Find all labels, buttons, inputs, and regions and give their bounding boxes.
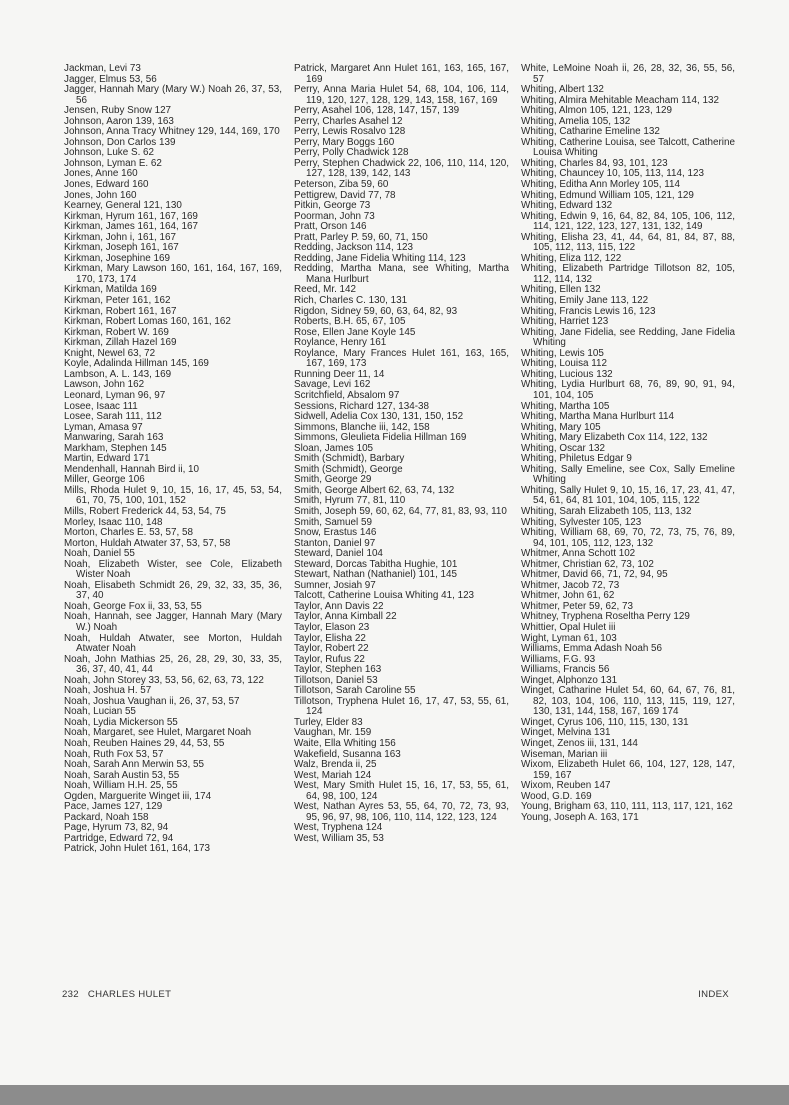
- index-entry: Lambson, A. L. 143, 169: [64, 368, 172, 380]
- index-entry: Noah, Lydia Mickerson 55: [64, 716, 178, 728]
- index-entry: Kearney, General 121, 130: [64, 200, 182, 212]
- index-entry: West, William 35, 53: [294, 832, 384, 844]
- index-entry: Williams, F.G. 93: [521, 653, 596, 665]
- index-entry: Johnson, Anna Tracy Whitney 129, 144, 169, 170: [64, 126, 280, 138]
- index-entry: Whiting, Edmund William 105, 121, 129: [521, 189, 694, 201]
- index-entry: Koyle, Adalinda Hillman 145, 169: [64, 358, 209, 370]
- index-entry: Whiting, Sally Emeline, see Cox, Sally Emeline Whiting: [521, 463, 735, 486]
- index-entry: Whiting, Sylvester 105, 123: [521, 516, 642, 528]
- index-entry: Roylance, Henry 161: [294, 337, 387, 349]
- index-entry: Whiting, William 68, 69, 70, 72, 73, 75, 76, 89, 94, 101, 105, 112, 123, 132: [521, 527, 735, 549]
- index-entry: Winget, Catharine Hulet 54, 60, 64, 67, 76, 81, 82, 103, 104, 106, 110, 113, 115, 119, 127, 130, 131, 144, 158, 167, 169 174: [521, 685, 735, 718]
- index-entry: Young, Brigham 63, 110, 111, 113, 117, 121, 162: [521, 801, 733, 813]
- index-entry: Kirkman, Hyrum 161, 167, 169: [64, 210, 198, 222]
- index-entry: Turley, Elder 83: [294, 716, 363, 728]
- index-entry: Whiting, Edward 132: [521, 200, 613, 212]
- index-column-3: [521, 64, 735, 823]
- index-entry: Noah, John Storey 33, 53, 56, 62, 63, 73, 122: [64, 674, 264, 686]
- index-entry: Stewart, Nathan (Nathaniel) 101, 145: [294, 569, 458, 581]
- index-entry: Whitmer, Christian 62, 73, 102: [521, 558, 654, 570]
- index-entry: Jagger, Hannah Mary (Mary W.) Noah 26, 37, 53, 56: [64, 84, 282, 106]
- index-entry: Wight, Lyman 61, 103: [521, 632, 617, 644]
- index-entry: Noah, Sarah Austin 53, 55: [64, 769, 180, 781]
- index-entry: Morton, Charles E. 53, 57, 58: [64, 527, 193, 539]
- index-entry: Redding, Jane Fidelia Whiting 114, 123: [294, 252, 466, 264]
- index-entry: Kirkman, Robert 161, 167: [64, 305, 177, 317]
- index-entry: Talcott, Catherine Louisa Whiting 41, 123: [294, 590, 475, 602]
- index-entry: Whitmer, Jacob 72, 73: [521, 579, 620, 591]
- index-entry: Taylor, Elisha 22: [294, 632, 366, 644]
- index-entry: Simmons, Blanche iii, 142, 158: [294, 421, 430, 433]
- index-entry: Partridge, Edward 72, 94: [64, 832, 174, 844]
- index-entry: Jagger, Elmus 53, 56: [64, 73, 157, 85]
- index-entry: Steward, Dorcas Tabitha Hughie, 101: [294, 558, 458, 570]
- scan-bottom-edge: [0, 1085, 789, 1105]
- index-entry: Jensen, Ruby Snow 127: [64, 105, 172, 117]
- index-entry: Whiting, Almon 105, 121, 123, 129: [521, 105, 672, 117]
- index-entry: Sidwell, Adelia Cox 130, 131, 150, 152: [294, 411, 464, 423]
- index-entry: Losee, Isaac 111: [64, 400, 138, 412]
- index-entry: Williams, Emma Adash Noah 56: [521, 643, 663, 655]
- index-entry: Whiting, Chauncey 10, 105, 113, 114, 123: [521, 168, 704, 180]
- index-entry: Reed, Mr. 142: [294, 284, 357, 296]
- index-entry: Snow, Erastus 146: [294, 527, 377, 539]
- index-entry: Taylor, Anna Kimball 22: [294, 611, 397, 623]
- index-entry: Savage, Levi 162: [294, 379, 371, 391]
- index-entry: Whittier, Opal Hulet iii: [521, 621, 616, 633]
- index-entry: Johnson, Aaron 139, 163: [64, 115, 174, 127]
- index-entry: Whiting, Emily Jane 113, 122: [521, 295, 649, 307]
- index-entry: Smith, George Albert 62, 63, 74, 132: [294, 484, 455, 496]
- index-entry: Roylance, Mary Frances Hulet 161, 163, 165, 167, 169, 173: [294, 347, 509, 370]
- index-entry: Whiting, Edwin 9, 16, 64, 82, 84, 105, 106, 112, 114, 121, 122, 123, 127, 131, 132, 149: [521, 210, 735, 233]
- index-entry: Waite, Ella Whiting 156: [294, 738, 396, 749]
- index-entry: Smith, George 29: [294, 474, 372, 486]
- index-entry: Smith (Schmidt), Barbary: [294, 453, 405, 465]
- index-entry: Winget, Zenos iii, 131, 144: [521, 738, 638, 749]
- index-entry: Winget, Melvina 131: [521, 727, 611, 739]
- index-entry: Whitmer, Anna Schott 102: [521, 548, 636, 560]
- index-entry: Noah, Lucian 55: [64, 706, 136, 718]
- index-entry: Taylor, Rufus 22: [294, 653, 365, 665]
- index-entry: Noah, Margaret, see Hulet, Margaret Noah: [64, 727, 252, 739]
- index-entry: Johnson, Lyman E. 62: [64, 157, 162, 169]
- index-entry: West, Mariah 124: [294, 769, 372, 781]
- index-entry: Kirkman, Mary Lawson 160, 161, 164, 167, 169, 170, 173, 174: [64, 263, 282, 285]
- index-entry: Wakefield, Susanna 163: [294, 748, 401, 760]
- index-entry: Whiting, Mary Elizabeth Cox 114, 122, 132: [521, 432, 708, 444]
- index-entry: Lyman, Amasa 97: [64, 421, 143, 433]
- index-entry: Wood, G.D. 169: [521, 790, 592, 802]
- index-entry: Whiting, Lydia Hurlburt 68, 76, 89, 90, 91, 94, 101, 104, 105: [521, 379, 735, 401]
- index-entry: Whiting, Lewis 105: [521, 347, 604, 359]
- index-entry: Pace, James 127, 129: [64, 801, 163, 813]
- index-entry: Rich, Charles C. 130, 131: [294, 295, 408, 307]
- index-entry: Taylor, Robert 22: [294, 643, 369, 655]
- index-entry: Whiting, Sally Hulet 9, 10, 15, 16, 17, 23, 41, 47, 54, 61, 64, 81 101, 104, 105, 115, 122: [521, 484, 735, 507]
- index-entry: Lawson, John 162: [64, 379, 145, 391]
- index-entry: Kirkman, James 161, 164, 167: [64, 221, 198, 233]
- index-entry: Mendenhall, Hannah Bird ii, 10: [64, 463, 200, 475]
- index-entry: Whiting, Martha 105: [521, 400, 610, 412]
- index-entry: West, Tryphena 124: [294, 822, 383, 834]
- index-entry: Leonard, Lyman 96, 97: [64, 389, 166, 401]
- index-entry: Rose, Ellen Jane Koyle 145: [294, 326, 416, 338]
- index-entry: Whitney, Tryphena Roseltha Perry 129: [521, 611, 690, 623]
- index-entry: Jackman, Levi 73: [64, 63, 141, 74]
- page-footer-right: [698, 989, 729, 1000]
- index-entry: Whitmer, Peter 59, 62, 73: [521, 600, 633, 612]
- index-entry: Miller, George 106: [64, 474, 145, 486]
- index-entry: Pratt, Orson 146: [294, 221, 367, 233]
- index-entry: Perry, Stephen Chadwick 22, 106, 110, 114, 120, 127, 128, 139, 142, 143: [294, 157, 509, 180]
- index-entry: Whiting, Catherine Louisa, see Talcott, Catherine Louisa Whiting: [521, 136, 735, 159]
- index-entry: Whiting, Almira Mehitable Meacham 114, 132: [521, 94, 719, 106]
- index-entry: Patrick, Margaret Ann Hulet 161, 163, 165, 167, 169: [294, 63, 509, 85]
- index-entry: White, LeMoine Noah ii, 26, 28, 32, 36, 55, 56, 57: [521, 63, 735, 85]
- index-entry: Taylor, Elason 23: [294, 621, 370, 633]
- index-entry: Morley, Isaac 110, 148: [64, 516, 163, 528]
- index-column-1: [64, 64, 282, 855]
- index-entry: Jones, Anne 160: [64, 168, 138, 180]
- section-title: INDEX: [698, 989, 729, 1000]
- index-entry: Whiting, Oscar 132: [521, 442, 605, 454]
- index-entry: Whiting, Louisa 112: [521, 358, 608, 370]
- index-entry: Sumner, Josiah 97: [294, 579, 376, 591]
- index-entry: Redding, Jackson 114, 123: [294, 242, 413, 254]
- index-entry: Noah, Huldah Atwater, see Morton, Huldah Atwater Noah: [64, 632, 282, 655]
- index-entry: Roberts, B.H. 65, 67, 105: [294, 316, 406, 328]
- index-entry: Packard, Noah 158: [64, 811, 149, 823]
- index-entry: Taylor, Ann Davis 22: [294, 600, 384, 612]
- index-entry: Whiting, Charles 84, 93, 101, 123: [521, 157, 668, 169]
- index-entry: Whiting, Editha Ann Morley 105, 114: [521, 179, 681, 191]
- index-entry: Wixom, Elizabeth Hulet 66, 104, 127, 128, 147, 159, 167: [521, 759, 735, 781]
- index-entry: Noah, Ruth Fox 53, 57: [64, 748, 164, 760]
- index-entry: Kirkman, Robert W. 169: [64, 326, 169, 338]
- index-entry: Martin, Edward 171: [64, 453, 150, 465]
- index-entry: Whiting, Sarah Elizabeth 105, 113, 132: [521, 505, 692, 517]
- index-entry: Winget, Alphonzo 131: [521, 674, 618, 686]
- index-entry: Noah, Reuben Haines 29, 44, 53, 55: [64, 738, 225, 749]
- index-entry: Whiting, Martha Mana Hurlburt 114: [521, 411, 674, 423]
- index-entry: Pettigrew, David 77, 78: [294, 189, 396, 201]
- index-entry: Noah, Joshua Vaughan ii, 26, 37, 53, 57: [64, 695, 240, 707]
- index-entry: Peterson, Ziba 59, 60: [294, 179, 389, 191]
- index-entry: Kirkman, John i, 161, 167: [64, 231, 176, 243]
- index-entry: Pratt, Parley P. 59, 60, 71, 150: [294, 231, 428, 243]
- index-entry: Taylor, Stephen 163: [294, 664, 382, 676]
- index-entry: Perry, Asahel 106, 128, 147, 157, 139: [294, 105, 460, 117]
- index-entry: Smith, Hyrum 77, 81, 110: [294, 495, 406, 507]
- index-entry: Whitmer, John 61, 62: [521, 590, 615, 602]
- index-entry: Noah, Elizabeth Wister, see Cole, Elizabeth Wister Noah: [64, 558, 282, 581]
- index-entry: Whiting, Lucious 132: [521, 368, 613, 380]
- index-entry: Scritchfield, Absalom 97: [294, 389, 400, 401]
- index-entry: Kirkman, Joseph 161, 167: [64, 242, 179, 254]
- index-entry: Whitmer, David 66, 71, 72, 94, 95: [521, 569, 668, 581]
- index-entry: Noah, John Mathias 25, 26, 28, 29, 30, 33, 35, 36, 37, 40, 41, 44: [64, 653, 282, 676]
- index-entry: Ogden, Marguerite Winget iii, 174: [64, 790, 212, 802]
- index-entry: Perry, Polly Chadwick 128: [294, 147, 409, 159]
- index-entry: Noah, Sarah Ann Merwin 53, 55: [64, 759, 204, 771]
- index-entry: Noah, William H.H. 25, 55: [64, 780, 178, 792]
- index-entry: Whiting, Elizabeth Partridge Tillotson 82, 105, 112, 114, 132: [521, 263, 735, 285]
- index-entry: Morton, Huldah Atwater 37, 53, 57, 58: [64, 537, 231, 549]
- index-entry: Kirkman, Robert Lomas 160, 161, 162: [64, 316, 231, 328]
- index-entry: Whiting, Philetus Edgar 9: [521, 453, 632, 465]
- index-entry: Whiting, Catharine Emeline 132: [521, 126, 660, 138]
- index-entry: Patrick, John Hulet 161, 164, 173: [64, 843, 211, 855]
- index-entry: Whiting, Mary 105: [521, 421, 601, 433]
- index-entry: Losee, Sarah 111, 112: [64, 411, 162, 423]
- index-entry: Pitkin, George 73: [294, 200, 371, 212]
- index-entry: Wiseman, Marian iii: [521, 748, 608, 760]
- index-entry: Winget, Cyrus 106, 110, 115, 130, 131: [521, 716, 689, 728]
- index-entry: Rigdon, Sidney 59, 60, 63, 64, 82, 93: [294, 305, 458, 317]
- page-number: 232: [62, 989, 79, 1000]
- index-entry: Perry, Anna Maria Hulet 54, 68, 104, 106, 114, 119, 120, 127, 128, 129, 143, 158, 167, 169: [294, 84, 509, 106]
- index-entry: Mills, Rhoda Hulet 9, 10, 15, 16, 17, 45, 53, 54, 61, 70, 75, 100, 101, 152: [64, 484, 282, 507]
- page-footer-left: [62, 989, 171, 1000]
- index-entry: Jones, Edward 160: [64, 179, 149, 191]
- index-entry: Perry, Lewis Rosalvo 128: [294, 126, 406, 138]
- index-entry: Markham, Stephen 145: [64, 442, 167, 454]
- index-entry: Noah, Hannah, see Jagger, Hannah Mary (Mary W.) Noah: [64, 611, 282, 633]
- index-column-2: [294, 64, 509, 844]
- index-entry: Sloan, James 105: [294, 442, 374, 454]
- index-entry: Perry, Charles Asahel 12: [294, 115, 403, 127]
- index-entry: Running Deer 11, 14: [294, 368, 385, 380]
- index-entry: Noah, Joshua H. 57: [64, 685, 152, 697]
- index-entry: Noah, Daniel 55: [64, 548, 135, 560]
- index-entry: West, Mary Smith Hulet 15, 16, 17, 53, 55, 61, 64, 98, 100, 124: [294, 780, 509, 802]
- index-entry: Whiting, Amelia 105, 132: [521, 115, 631, 127]
- index-entry: Whiting, Harriet 123: [521, 316, 609, 328]
- index-entry: Kirkman, Zillah Hazel 169: [64, 337, 177, 349]
- index-entry: Noah, Elisabeth Schmidt 26, 29, 32, 33, 35, 36, 37, 40: [64, 579, 282, 602]
- index-entry: Tillotson, Sarah Caroline 55: [294, 685, 416, 697]
- index-entry: Kirkman, Matilda 169: [64, 284, 157, 296]
- index-entry: Jones, John 160: [64, 189, 137, 201]
- index-entry: Smith (Schmidt), George: [294, 463, 403, 475]
- index-entry: Tillotson, Daniel 53: [294, 674, 378, 686]
- index-entry: Stanton, Daniel 97: [294, 537, 376, 549]
- book-title: CHARLES HULET: [87, 989, 172, 1000]
- index-entry: Poorman, John 73: [294, 210, 375, 222]
- index-entry: Steward, Daniel 104: [294, 548, 383, 560]
- index-entry: Kirkman, Peter 161, 162: [64, 295, 171, 307]
- index-entry: Smith, Samuel 59: [294, 516, 372, 528]
- index-entry: Whiting, Francis Lewis 16, 123: [521, 305, 656, 317]
- index-entry: Whiting, Jane Fidelia, see Redding, Jane Fidelia Whiting: [521, 326, 735, 349]
- index-entry: Manwaring, Sarah 163: [64, 432, 164, 444]
- index-entry: Kirkman, Josephine 169: [64, 252, 170, 264]
- index-entry: Noah, George Fox ii, 33, 53, 55: [64, 600, 202, 612]
- index-entry: Whiting, Eliza 112, 122: [521, 252, 622, 264]
- index-entry: Perry, Mary Boggs 160: [294, 136, 395, 148]
- index-entry: Smith, Joseph 59, 60, 62, 64, 77, 81, 83, 93, 110: [294, 505, 507, 517]
- index-entry: Sessions, Richard 127, 134-38: [294, 400, 430, 412]
- index-entry: Tillotson, Tryphena Hulet 16, 17, 47, 53, 55, 61, 124: [294, 695, 509, 718]
- index-entry: Whiting, Albert 132: [521, 84, 604, 96]
- index-entry: Young, Joseph A. 163, 171: [521, 811, 639, 823]
- index-entry: Simmons, Gleulieta Fidelia Hillman 169: [294, 432, 467, 444]
- index-entry: Johnson, Don Carlos 139: [64, 136, 176, 148]
- index-entry: Knight, Newel 63, 72: [64, 347, 156, 359]
- index-entry: Williams, Francis 56: [521, 664, 610, 676]
- index-entry: Page, Hyrum 73, 82, 94: [64, 822, 169, 834]
- index-entry: Wixom, Reuben 147: [521, 780, 611, 792]
- index-entry: Redding, Martha Mana, see Whiting, Martha Mana Hurlburt: [294, 263, 509, 285]
- index-entry: Johnson, Luke S. 62: [64, 147, 155, 159]
- index-entry: Mills, Robert Frederick 44, 53, 54, 75: [64, 505, 226, 517]
- index-entry: Whiting, Ellen 132: [521, 284, 601, 296]
- index-entry: Whiting, Elisha 23, 41, 44, 64, 81, 84, 87, 88, 105, 112, 113, 115, 122: [521, 231, 735, 254]
- index-entry: Walz, Brenda ii, 25: [294, 759, 377, 771]
- index-entry: Vaughan, Mr. 159: [294, 727, 372, 739]
- index-entry: West, Nathan Ayres 53, 55, 64, 70, 72, 73, 93, 95, 96, 97, 98, 106, 110, 114, 122, 123, 124: [294, 801, 509, 823]
